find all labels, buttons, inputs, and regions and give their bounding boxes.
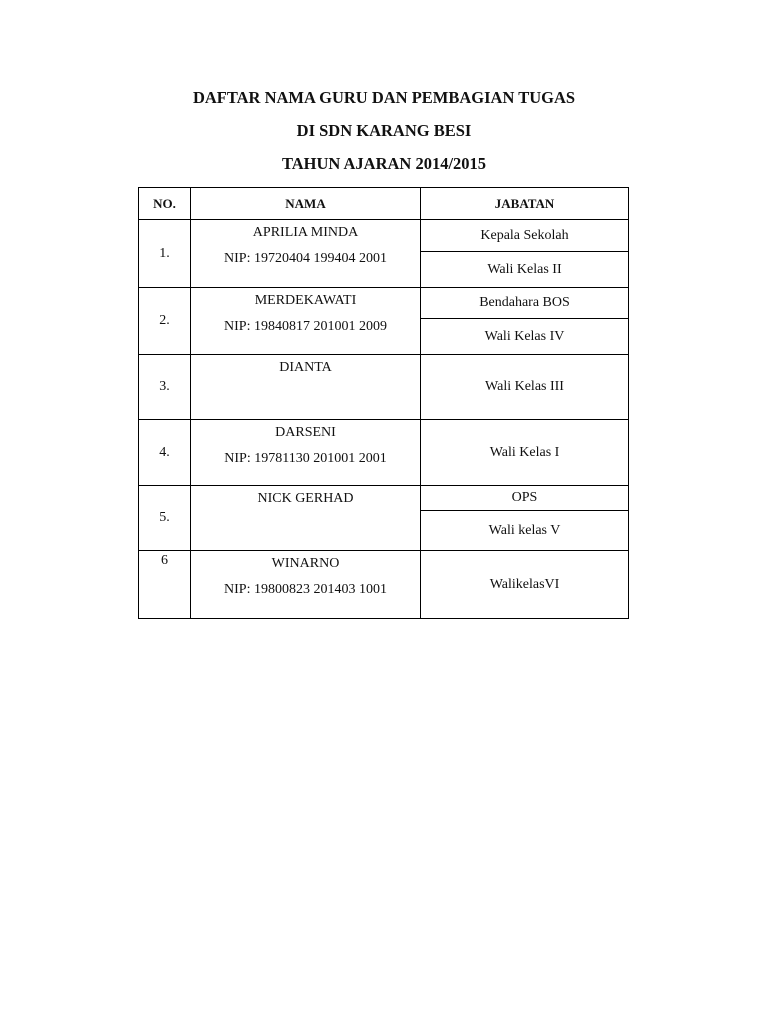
teacher-cell xyxy=(191,486,421,551)
table-header-row xyxy=(139,188,629,220)
jabatan-value: Wali Kelas III xyxy=(421,355,629,420)
row-number: 4. xyxy=(139,420,191,486)
table-row xyxy=(139,551,629,619)
table-row xyxy=(139,420,629,486)
teacher-cell xyxy=(191,288,421,355)
teacher-nip: NIP: 19840817 201001 2009 xyxy=(224,319,387,334)
jabatan-cell xyxy=(421,486,629,551)
table-row xyxy=(139,288,629,355)
teacher-name: WINARNO xyxy=(271,556,340,571)
teacher-table xyxy=(138,187,629,619)
teacher-name: NICK GERHAD xyxy=(257,491,354,506)
table-row xyxy=(139,486,629,551)
row-number: 3. xyxy=(139,355,191,420)
teacher-name: APRILIA MINDA xyxy=(252,225,359,240)
jabatan-primary: Kepala Sekolah xyxy=(421,220,628,252)
table-row xyxy=(139,220,629,288)
jabatan-secondary: Wali Kelas II xyxy=(487,261,562,277)
jabatan-secondary: Wali kelas V xyxy=(488,522,561,538)
teacher-nip: NIP: 19800823 201403 1001 xyxy=(224,582,387,597)
teacher-cell xyxy=(191,355,421,420)
teacher-nip: NIP: 19720404 199404 2001 xyxy=(224,251,387,266)
teacher-name: MERDEKAWATI xyxy=(254,293,357,308)
jabatan-value: Wali Kelas I xyxy=(421,420,629,486)
jabatan-secondary: Wali Kelas IV xyxy=(484,328,565,344)
title-line-3: TAHUN AJARAN 2014/2015 xyxy=(281,154,487,173)
row-number: 1. xyxy=(139,220,191,288)
header-nama: NAMA xyxy=(191,188,421,220)
teacher-nip: NIP: 19781130 201001 2001 xyxy=(224,451,387,466)
jabatan-cell xyxy=(421,288,629,355)
jabatan-cell xyxy=(421,220,629,288)
row-number: 6 xyxy=(139,551,191,619)
header-no: NO. xyxy=(139,188,191,220)
title-line-2: DI SDN KARANG BESI xyxy=(296,121,472,140)
teacher-cell xyxy=(191,420,421,486)
document-title xyxy=(0,88,768,187)
title-line-1: DAFTAR NAMA GURU DAN PEMBAGIAN TUGAS xyxy=(192,88,576,107)
header-jabatan: JABATAN xyxy=(421,188,629,220)
table-row xyxy=(139,355,629,420)
jabatan-value: WalikelasVI xyxy=(421,551,629,619)
row-number: 2. xyxy=(139,288,191,355)
teacher-name: DARSENI xyxy=(275,425,336,440)
jabatan-primary: OPS xyxy=(421,486,628,511)
teacher-name: DIANTA xyxy=(279,360,332,375)
teacher-cell xyxy=(191,551,421,619)
row-number: 5. xyxy=(139,486,191,551)
teacher-cell xyxy=(191,220,421,288)
jabatan-primary: Bendahara BOS xyxy=(421,288,628,319)
